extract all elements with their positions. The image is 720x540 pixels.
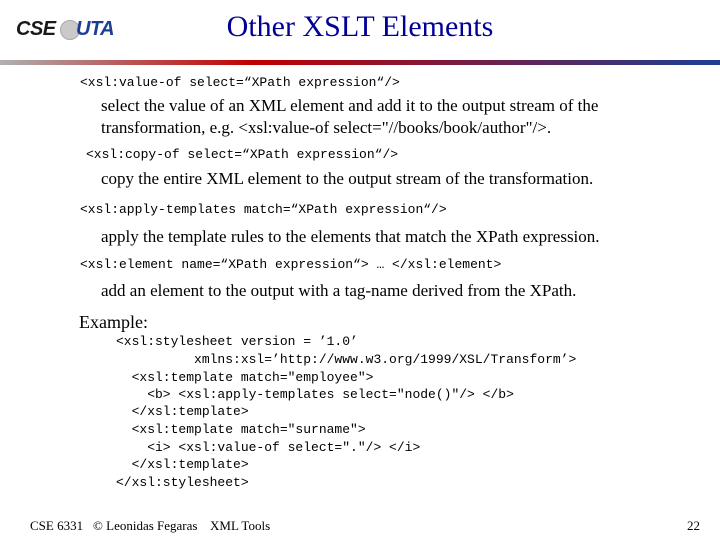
example-line: </xsl:template>	[116, 404, 249, 419]
example-label: Example:	[79, 312, 148, 332]
footer-topic: XML Tools	[210, 518, 271, 533]
example-line: <i> <xsl:value-of select="."/> </i>	[116, 440, 421, 455]
slide-title: Other XSLT Elements	[226, 10, 494, 43]
desc-copy-of: copy the entire XML element to the output stream of the transformation.	[101, 169, 594, 188]
code-element: <xsl:element name=“XPath expression“> … </xsl:element>	[80, 257, 502, 272]
desc-value-of-line-1: select the value of an XML element and add it to the output stream of the	[101, 96, 599, 115]
example-line: </xsl:stylesheet>	[116, 475, 249, 490]
footer-course: CSE 6331	[30, 518, 84, 533]
example-line: <xsl:stylesheet version = ’1.0’	[116, 334, 358, 349]
title-divider	[0, 60, 720, 65]
desc-value-of-line-2: transformation, e.g. <xsl:value-of select="//books/book/author"/>.	[101, 118, 552, 137]
example-line: xmlns:xsl=’http://www.w3.org/1999/XSL/Transform’>	[116, 352, 577, 367]
desc-apply-templates: apply the template rules to the elements that match the XPath expression.	[101, 227, 600, 246]
code-copy-of: <xsl:copy-of select=“XPath expression“/>	[86, 147, 399, 162]
logo-uta-text: UTA	[76, 18, 115, 40]
example-line: </xsl:template>	[116, 457, 249, 472]
footer-page-number: 22	[687, 518, 700, 533]
footer-author: © Leonidas Fegaras	[93, 518, 198, 533]
code-apply-templates: <xsl:apply-templates match=“XPath expression“/>	[80, 202, 447, 217]
code-value-of: <xsl:value-of select=“XPath expression“/>	[80, 75, 400, 90]
desc-element: add an element to the output with a tag-name derived from the XPath.	[101, 281, 577, 300]
logo-cse-text: CSE	[16, 18, 56, 40]
example-line: <xsl:template match="surname">	[116, 422, 366, 437]
example-line: <xsl:template match="employee">	[116, 370, 374, 385]
example-line: <b> <xsl:apply-templates select="node()"/> </b>	[116, 387, 514, 402]
